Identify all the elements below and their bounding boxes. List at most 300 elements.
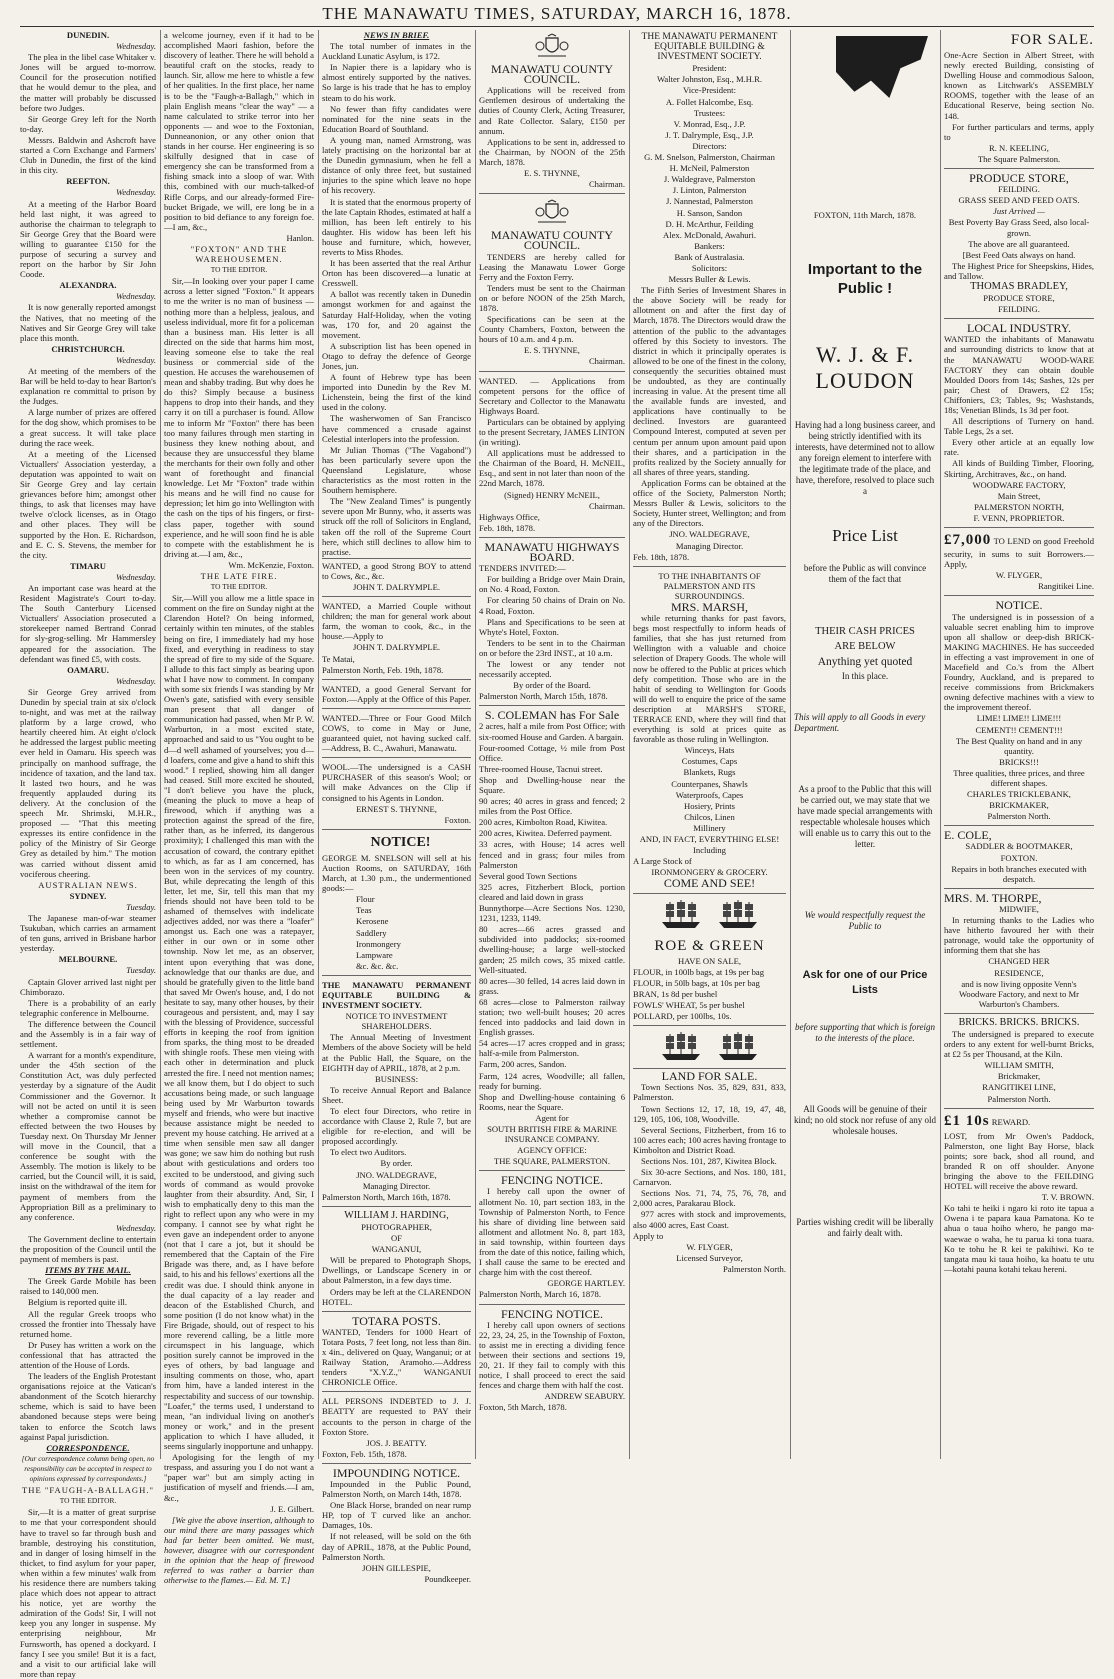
ad-date: Feb. 18th, 1878.	[633, 551, 690, 562]
ad-text: 977 acres with stock and improvements, also 4000 acres, East Coast.	[633, 1209, 786, 1230]
column-rule	[475, 30, 476, 1459]
column-5	[633, 30, 786, 1461]
news-paragraph: The plea in the libel case Whitaker v. Jones will be argued to-morrow. Council for the prosecution notified that he would demur to the plea, and the matter will probably be discussed before two Judges.	[20, 52, 156, 113]
ad-text: and is now living opposite Venn's Woodware Factory, and next to Mr Warburton's Chambers.	[959, 978, 1079, 1009]
list-item: Teas	[356, 905, 372, 916]
ad-date: Palmerston North, March 16th, 1878.	[322, 1191, 451, 1202]
column-7	[944, 30, 1094, 1461]
ad-date: FOXTON, 11th March, 1878.	[813, 210, 917, 220]
advertisement	[322, 1394, 471, 1464]
column-3	[322, 30, 471, 1584]
ad-label: Vice-President:	[683, 85, 736, 96]
ad-label: BUSINESS:	[375, 1073, 418, 1084]
letter-signature: J. E. Gilbert.	[270, 1503, 314, 1514]
ad-heading: MANAWATU HIGHWAYS BOARD.	[484, 539, 620, 565]
ad-signature: JOHN GILLESPIE,	[362, 1562, 431, 1573]
heading-dunedin: DUNEDIN.	[66, 30, 110, 40]
ad-title: Licensed Surveyor,	[676, 1252, 743, 1263]
list-item: Shop and Dwelling-house containing 6 Rooms, near the Square.	[479, 1091, 625, 1112]
ad-text: The undersigned is in possession of a valuable secret enabling him to improve upon all shallow or deep-dish BRICK-MAKING MACHINES. He has succeeded in effecting a vast improvement in one of Macefield and Co.'s from the Albert Foundry, Auckland, and is prepared to receive commissions from Brickmakers owning defective machines with a view to the improvement thereof.	[944, 611, 1094, 713]
list-item: Kerosene	[356, 916, 389, 927]
ad-title: F. VENN, PROPRIETOR.	[973, 512, 1065, 523]
news-paragraph: A warrant for a month's expenditure, under the 45th section of the Constitution Act, was duly perfected yesterday by a signature of the Audit Commissioner and the Governor. It will not be acted on until it is seen whether a compromise cannot be effected between the two Houses by Tuesday next. On Thursday Mr Jenner will move in the Council, that a conference be sought with the Assembly. The motion is likely to be carried, but the Council will, it is said, insist on the withdrawal of the item for payment of members from the Appropriation Bill as a preliminary to any conference.	[20, 1050, 156, 1222]
heading-oamaru: OAMARU.	[67, 664, 109, 675]
ad-text: All applications must be addressed to the Chairman of the Board, H. McNEIL, Esq., and sent in not later than noon of the 22nd March, 1878.	[479, 448, 625, 489]
ad-heading: LAND FOR SALE.	[661, 1069, 758, 1084]
ad-signature: JOHN T. DALRYMPLE.	[352, 642, 441, 653]
ad-text: A Large Stock of	[633, 856, 692, 867]
ad-signature: JNO. WALDEGRAVE,	[669, 529, 750, 540]
news-paragraph: A large number of prizes are offered for the dog show, which promises to be a great success. It will take place during the race week.	[20, 407, 156, 448]
dateline: Wednesday.	[115, 291, 156, 302]
news-paragraph: It has been asserted that the real Arthur Orton has been discovered—a lunatic at Cresswell.	[322, 258, 471, 289]
ad-text: The Best Quality on hand and in any quantity.	[955, 735, 1083, 756]
column-4	[479, 30, 625, 1461]
list-item: Four-roomed Cottage, ½ mile from Post Office.	[479, 742, 625, 763]
ad-text: I hereby call upon owners of sections 22, 23, 24, 25, in the Township of Foxton, to assist me in erecting a dividing fence between their sections and sections 19, 20, 21. If they fail to comply with this notice, I shall proceed to erect the said fences and charge them with half the cost.	[479, 1319, 625, 1391]
list-item: H. Sanson, Sandon	[676, 207, 743, 218]
ad-place: Palmerston North.	[987, 811, 1051, 822]
letter-title: THE "FAUGH-A-BALLAGH."	[22, 1485, 154, 1496]
news-paragraph: A subscription list has been opened in Otago to defray the defence of George Jones, jun.	[322, 340, 471, 371]
ad-text: A. Follet Halcombe, Esq.	[665, 96, 754, 107]
news-paragraph: At a meeting of the Harbor Board held last night, it was agreed to authorise the chairman to telegraph to Sir George Grey that the Board were willing to guarantee £150 for the purpose of securing a survey and report on the harbor by Sir John Coode.	[20, 198, 156, 280]
news-paragraph: Mr Julian Thomas ("The Vagabond") has been particularly severe upon the Queensland Legislature, whose characteristics as the most rotten in the Southern hemisphere.	[322, 444, 471, 496]
list-item: Counterpanes, Shawls	[671, 778, 748, 789]
ad-signature: W. FLYGER,	[686, 1241, 733, 1252]
advertisement	[479, 196, 625, 371]
dateline: Wednesday.	[115, 675, 156, 686]
advertisement	[479, 30, 625, 194]
letter-paragraph: Sir,—In looking over your paper I came across a letter signed "Foxton." It appears to me the writer is no man of business — nothing more than a helpless, jealous, and useless individual, more fit for a policeman than a business man. His letter is all directed on the side that harms him most, leaving someone else to take the real business or commercial side of the question. He accuses the warehousemen of mean and shabby trading. But why does he do this? Simply because a business happens to drop into their hands, and they carry it on till a purchaser is found. Allow me to inform Mr "Foxton" there has been too many failures through men starting in business they knew nothing about, and because they are unsuccessful they blame the merchants for their own folly and other want of forethought and financial knowledge. Let Mr "Foxton" trade within his means and he will find no cause for depression; let him go into Wellington with the cash on the tips of his fingers, or first-class paper, together with sound experience, and he will soon find he is able to compete with the establishment he is driving at.—I am, &c.,	[164, 276, 314, 559]
ad-text: CHANGED HER	[988, 956, 1050, 967]
ad-label: AGENCY OFFICE:	[517, 1145, 587, 1156]
ad-text: The Fifth Series of Investment Shares in the above Society will be ready for allotment on and after the first day of March, 1878. The Directors would draw the attention of the public to the advantages offered by this Society to investors. The district in which it principally operates is allowed to be one of the finest in the colony, consequently the securities obtained must be undoubted, as they are continually increasing in value. At the present time all the available funds are invested, and applications have continually to be declined. Investors are guaranteed Compound Interest, computed at seven per centum per annum upon amount paid upon their shares, and a participation in the profits realized by the Society annually for all shares of three years, standing.	[633, 285, 786, 477]
heading-melbourne: MELBOURNE.	[58, 954, 118, 965]
heading-correspondence: CORRESPONDENCE.	[46, 1442, 130, 1453]
ad-text: To receive Annual Report and Balance Sheet.	[322, 1084, 471, 1105]
advertisement	[322, 599, 471, 680]
ad-place: Highways Office,	[479, 511, 540, 522]
ad-subheading: MIDWIFE,	[999, 903, 1039, 914]
ship-illustration	[633, 1030, 786, 1064]
advertisement	[479, 708, 625, 1171]
ad-text: WOOL.—The undersigned is a CASH PURCHASER of this season's Wool; or will make Advances on the Clip if consigned to his Agents in London.	[322, 762, 471, 803]
letter-paragraph: Sir,—It is a matter of great surprise to me that your correspondent should have to travel so far through bush and bramble, destroying his constitution, and in danger of losing himself in the thicket, to find asylum for your paper, when within a few minutes' walk from his residence there are numbers taking place which does not appear to attract his notice, yet are worthy the admiration of the Gods! Sir, I will not keep you any longer in suspense. My enterprising neighbour, Mr Furnsworth, has opened a dockyard. I fancy I see you smile! But it is a fact, and a visit to our artificial lake will more than repay	[20, 1507, 156, 1679]
ad-label: Trustees:	[693, 107, 726, 118]
ad-text: Particulars can be obtained by applying to the present Secretary, JAMES LINTON (in writing).	[479, 416, 625, 448]
advertisement	[633, 936, 786, 1027]
ad-text: Application Forms can be obtained at the office of the Society, Palmerston North; Messrs Buller & Lewis, solicitors to the Society, Hunter street, Wellington; and from any of the Directors.	[633, 477, 786, 529]
ad-text: One-Acre Section in Albert Street, with newly erected Building, consisting of Dwelling House and commodious Saloon, known as Litchwark's ASSEMBLY ROOMS, together with the lease of an Educational Reserve, being section No. 148.	[944, 50, 1094, 121]
ad-text: IRONMONGERY & GROCERY.	[651, 867, 768, 878]
news-paragraph: Messrs. Baldwin and Ashcroft have started a Corn Exchange and Farmers' Club in Dunedin, the first of the kind in this city.	[20, 134, 156, 176]
news-paragraph: The total number of inmates in the Auckland Lunatic Asylum, is 172.	[322, 41, 471, 62]
ad-text: Town Sections 12, 17, 18, 19, 47, 48, 129, 105, 106, 108, Woodville.	[633, 1103, 786, 1124]
ad-text: COME AND SEE!	[663, 876, 756, 891]
ad-text: CEMENT!! CEMENT!!!	[975, 724, 1063, 735]
list-item: FLOUR, in 100lb bags, at 19s per bag	[633, 966, 765, 977]
column-6	[794, 30, 936, 1461]
list-item: J. Linton, Palmerston	[672, 185, 747, 196]
column-rule	[160, 30, 161, 1459]
news-paragraph: A fount of Hebrew type has been imported into Dunedin by the Rev M. Lichenstein, being the first of the kind used in the colony.	[322, 372, 471, 413]
list-item: Farm, 200 acres, Sandon.	[479, 1059, 567, 1070]
ad-text: Applications to be sent in, addressed to the Chairman, by NOON of the 25th March, 1878.	[479, 136, 625, 167]
column-rule	[940, 30, 941, 1459]
ship-illustration	[633, 898, 786, 932]
ad-text: The above are all guaranteed.	[968, 238, 1070, 249]
news-paragraph: In Napier there is a lapidary who is almost entirely supported by the natives. So large is his trade that he has to employ steam to do his work.	[322, 62, 471, 103]
goods-list	[322, 894, 471, 971]
ad-text: Anything yet quoted	[817, 656, 913, 669]
heading-items-by-the-mail: ITEMS BY THE MAIL.	[45, 1265, 131, 1276]
ad-date: Foxton, 5th March, 1878.	[479, 1402, 567, 1413]
ad-text: I hereby call upon the owner of allotment No. 10, part section 183, in the Township of Palmerston North, to Fence his share of dividing line between said allotment and allotment No. 8, part 183, in said township, within fourteen days from the date of this notice, failing which, I shall cause the same to be erected and charge him with the cost thereof.	[479, 1186, 625, 1278]
ad-place: FEILDING.	[998, 304, 1040, 315]
news-paragraph: It is stated that the enormous property of the late Captain Rhodes, estimated at half a million, has been left entirely to his daughter. His widow has been left his house and furniture, which, however, reverts to Miss Rhodes.	[322, 196, 471, 257]
list-item: V. Monrad, Esq., J.P.	[673, 118, 746, 129]
list-item: Bunnythorpe—Acre Sections Nos. 1230, 1231, 1233, 1149.	[479, 903, 625, 924]
ad-heading: E. COLE,	[944, 828, 992, 843]
ad-text: In returning thanks to the Ladies who have hitherto favoured her with their patronage, would take the opportunity of informing them that she has	[944, 915, 1094, 956]
ad-heading: WILLIAM J. HARDING,	[344, 1209, 449, 1221]
news-paragraph: The difference between the Council and the Assembly is in a fair way of settlement.	[20, 1018, 156, 1050]
ad-date: Palmerston North, March 16, 1878.	[479, 1289, 601, 1300]
advertisement	[944, 171, 1094, 319]
ad-title: Poundkeeper.	[424, 1573, 471, 1584]
ad-heading: FOR SALE.	[1010, 32, 1094, 48]
coat-of-arms-icon	[479, 34, 625, 62]
reward-amount: £1 10s	[944, 1112, 990, 1129]
ad-heading: MANAWATU COUNTY COUNCIL.	[490, 62, 614, 87]
ad-title: Managing Director.	[362, 1180, 431, 1191]
ad-text: LIME! LIME!! LIME!!!	[976, 713, 1062, 724]
list-item: FOWLS' WHEAT, 5s per bushel	[633, 999, 745, 1010]
dateline: Wednesday.	[115, 354, 156, 365]
news-paragraph: It is now generally reported amongst the Natives, that no meeting of the Natives and Sir George Grey will take place this month.	[20, 302, 156, 343]
ad-place: WANGANUI,	[371, 1244, 422, 1255]
advertisement	[322, 682, 471, 709]
ad-title: Chairman.	[588, 500, 625, 511]
ad-text: Sections Nos. 101, 287, Kiwitea Block.	[641, 1156, 777, 1166]
ad-text: For further particulars and terms, apply to	[944, 121, 1094, 142]
advertisement	[322, 558, 471, 597]
news-paragraph: All the regular Greek troops who crossed the frontier into Thessaly have returned home.	[20, 1308, 156, 1339]
ad-text: GEORGE M. SNELSON will sell at his Auction Rooms, on SATURDAY, 16th March, at 1.30 p.m., the undermentioned goods:—	[322, 852, 471, 894]
ad-subheading: TENDERS INVITED:—	[479, 563, 566, 574]
list-item: Three-roomed House, Tacnui street.	[479, 763, 603, 774]
advertisement	[944, 1111, 1094, 1278]
ad-place: Palmerston North.	[722, 1263, 786, 1274]
ad-text-maori: Ko tahi te heiki i ngaro ki roto ite tapua a Owena i te papara kaua Pamatona. Ko te ahua o taua hoiho whero, he pango ma-waewae o waha, he tu parua ki tona tuara. Ko te tohu he R kei te pakihiwi. Ko te tangata mau ki taua hoiho, ka hoatu te utu—kotahi pauna kotahi tekau hereni.	[944, 1203, 1094, 1274]
list-item: Farm, 124 acres, Woodville; all fallen, ready for burning.	[479, 1070, 625, 1091]
ad-text: while returning thanks for past favors, begs most respectfully to inform heads of families, that she has just returned from Wellington with a valuable and choice selection of Drapery Goods. The whole will now be offered to the Public at prices which defy competition. Those who are in the habit of sending to Wellington for Goods will do well to enquire the price of the same description at MARSH'S STORE, TERRACE END, where they will find that everything is sold at prices quite as favorable as those ruling in Wellington.	[633, 613, 786, 745]
news-paragraph: At a meeting of the Licensed Victuallers' Association yesterday, a deputation was appointed to wait on Sir George Grey and lay certain grievances before him; amongst other things, to ask that licenses may have twelve o'clock licenses, as in Otago and other places. They will be supported by the Hon. E. Richardson, and E. C. S. Stevens, the member for the city.	[20, 448, 156, 560]
ad-place: PALMERSTON NORTH,	[974, 501, 1064, 512]
ad-place: THE SQUARE, PALMERSTON.	[493, 1156, 611, 1167]
goods-list	[633, 745, 786, 833]
trustees-list	[633, 119, 786, 140]
list-item: Waterproofs, Capes	[675, 789, 744, 800]
ad-text: WANTED.—Three or Four Good Milch COWS, to come in May or June, guaranteed quiet, not having sucked calf.—Address, B. C., Awahuri, Manawatu.	[322, 712, 471, 754]
advertisement	[322, 978, 471, 1207]
list-item: 68 acres—close to Palmerston railway station; two well-built houses; 20 acres fenced into paddocks and laid down in English grasses.	[479, 996, 625, 1038]
ad-signature: E. S. THYNNE,	[524, 168, 580, 179]
column-2	[164, 30, 314, 1586]
ad-text: Just Arrived —	[993, 206, 1045, 217]
list-item: Hosiery, Prints	[683, 800, 735, 811]
list-item: Lampware	[356, 949, 393, 960]
ad-text: In this place.	[841, 671, 889, 682]
list-item: 33 acres, with House; 14 acres well fenced and in grass; four miles from Palmerston	[479, 839, 625, 870]
ad-text: Having had a long business career, and being strictly identified with its interests, have determined not to allow any foreign element to interfere with the legitimate trade of the place, and have, therefore, resolved to place such a	[794, 420, 936, 497]
letter-paragraph: Apologising for the length of my trespass, and assuring you I do not want a "paper war" but am simply acting in justification of myself and friends.—I am, &c.,	[164, 1452, 314, 1503]
ad-signature: JNO. WALDEGRAVE,	[356, 1169, 437, 1180]
list-item: &c. &c. &c.	[356, 960, 399, 971]
ad-text: For clearing 50 chains of Drain on No. 4 Road, Foxton.	[479, 595, 625, 616]
advertisement	[633, 30, 786, 567]
directors-list	[633, 152, 786, 240]
news-paragraph: A young man, named Armstrong, was lately practising on the horizontal bar at the Dunedin gymnasium, when he fell a distance of only three feet, but sustained injuries to the spine which leave no hope of his recovery.	[322, 134, 471, 196]
advertisement	[944, 598, 1094, 826]
ad-text: To elect four Directors, who retire in accordance with Clause 2, Rule 7, but are eligible for re-election, and will be proposed accordingly.	[322, 1106, 471, 1147]
list-item: 80 acres—30 felled, 14 acres laid down in grass.	[479, 975, 625, 996]
news-paragraph: No fewer than fifty candidates were nominated for the nine seats in the Education Board of Southland.	[322, 103, 471, 134]
advertisement	[322, 711, 471, 758]
ad-subheading: HAVE ON SALE,	[677, 955, 742, 966]
advertisement	[322, 1466, 471, 1588]
list-item: Chilcos, Linen	[684, 811, 735, 822]
list-item: Alex. McDonald, Awahuri.	[662, 229, 756, 240]
editorial-note: [We give the above insertion, although to our mind there are many passages which had far better been omitted. We must, however, disagree with our correspondent in the opinion that the heap of firewood referred to was rather a barrier than otherwise to the flames.— Ed. M. T.]	[164, 1514, 314, 1586]
ad-text: Six 30-acre Sections, and Nos. 180, 181, Carnarvon.	[633, 1167, 786, 1188]
letter-signature: Wm. McKenzie, Foxton.	[228, 559, 314, 570]
ad-title: Managing Director.	[675, 540, 744, 551]
ad-text: This will apply to all Goods in every Department.	[794, 712, 926, 734]
list-item: J. T. Dalrymple, Esq., J.P.	[665, 129, 754, 140]
news-paragraph: An important case was heard at the Resident Magistrate's Court to-day. The South Canterbury Licensed Victuallers' Association prosecuted a storekeeper named Bertrand Conrad for sly-grog-selling. Mr Hammersley appeared for the association. The defendant was fined £5, with costs.	[20, 582, 156, 664]
ad-text: For building a Bridge over Main Drain, on No. 4 Road, Foxton.	[479, 574, 625, 595]
ad-heading: MANAWATU COUNTY COUNCIL.	[490, 228, 614, 253]
ad-text: Specifications can be seen at the County Chambers, Foxton, between the hours of 10 a.m. and 4 p.m.	[479, 314, 625, 345]
ad-text: Parties wishing credit will be liberally and fairly dealt with.	[796, 1217, 934, 1239]
dateline: Wednesday.	[115, 41, 156, 52]
masthead: THE MANAWATU TIMES, SATURDAY, MARCH 16, 1878.	[322, 4, 792, 23]
news-paragraph: The "New Zealand Times" is pungently severe upon Mr Bunny, who, it asserts was struck off the roll of Solicitors in England, taken off the roll of the Supreme Court here, which still declines to allow him to practise.	[322, 496, 471, 557]
ad-heading: NOTICE.	[995, 598, 1043, 613]
ad-text: All Goods will be genuine of their kind; no old stock nor refuse of any old wholesale houses.	[794, 1104, 936, 1137]
ad-signature: THOMAS BRADLEY,	[970, 280, 1068, 292]
ad-text: The Highest Price for Sheepskins, Hides, and Tallow.	[944, 260, 1094, 281]
news-paragraph: Dr Pusey has written a work on the confessional that has attracted the attention of the House of Lords.	[20, 1339, 156, 1370]
ad-heading: PRODUCE STORE,	[969, 171, 1069, 186]
ad-title: Chairman.	[588, 356, 625, 367]
ad-text: Will be prepared to Photograph Shops, Dwellings, or Landscape Scenery in or about Palmerston, in a few days time.	[322, 1255, 471, 1286]
advertisement	[479, 374, 625, 538]
heading-sydney: SYDNEY.	[69, 890, 107, 901]
ad-text: Including	[693, 845, 726, 856]
advertisement	[944, 321, 1094, 528]
ad-heading: TO THE INHABITANTS OF PALMERSTON AND ITS SURROUNDINGS.	[658, 570, 761, 601]
news-paragraph: The Greek Garde Mobile has been raised to 140,000 men.	[20, 1276, 156, 1297]
news-paragraph: The Japanese man-of-war steamer Tsukuban, which carries an armament of ten guns, arrived in Brisbane harbor yesterday.	[20, 912, 156, 954]
ad-text: Tenders must be sent to the Chairman on or before NOON of the 25th March, 1878.	[479, 282, 625, 313]
ad-signature: GEORGE HARTLEY.	[547, 1278, 625, 1289]
ad-heading: FENCING NOTICE.	[501, 1306, 603, 1321]
ad-text: TO LEND on good Freehold security, in sums to suit Borrowers.—Apply,	[944, 536, 1094, 570]
list-item: 200 acres, Kiwitea. Deferred payment.	[479, 828, 612, 839]
advertisement	[479, 1307, 625, 1417]
ad-text: BRICKS!!!	[999, 756, 1039, 767]
ad-text: Impounded in the Public Pound, Palmerston North, on March 14th, 1878.	[322, 1479, 471, 1500]
letter-paragraph: Sir,—Will you allow me a little space in comment on the fire on Sunday night at the Clarendon Hotel? On being informed, certainly within ten minutes, of the stables being on fire, I immediately had my hose fixed, and everything in readiness to stay the spread of fire to my side of the Square. I allude to this fact simply as bearing upon what I have now to comment. In company with some six friends I was standing by Mr Owen's gate, satisfied with every sensible man present that all danger of communication had passed, when Mr P. W. Warburton, in a most excited state, approached and said to us "You ought to be d—d well ashamed of yourselves; you d—d loafers, come and give a hand to shift this wood." I replied, showing him all danger had ceased. Still more excited he shouted, "I don't believe you have the pluck, (meaning the pluck to move a heap of firewood, which if anything was a protection against the spread of the fire, rather than, as he inferred, its dangerous proximity); I challenged this man with the accusation of coward, the contrary epithet to which, as far as I am concerned, has been won in the services of my country. But, while deprecating the length of this letter, let me, Sir, tell this man that my friends should not have been told to be ashamed of themselves with indelicate adjectives added, nor was there a "loafer" amongst us. Each one was a ratepayer, either in our own or in some other township. Now let me, as an observer, intent upon everything that was done, acknowledge that our thanks are due, and should be gratefully given to the little band that saved Mr Owen's house, and, I do not hesitate to say, many other houses, by their courageous and persistent, and, may I say with the blessing of Providence, successful efforts in keeping the roof from ignition from sparks, the thing most to be dreaded with shingle roofs. These men vieing with each other in determination and pluck arrested the fire. I need not mention names; we all know them, but I do object to such accusations being made, or such language being used by Mr Warburton towards myself and friends, who were but inactive because assistance might be needed to prevent my house catching. He arrived at a time when sensible men saw all danger was gone; we saw him do nothing but rush about with gesticulations and orders too excited to be understood, and giving such words of command as would provoke laughter from their absurdity. And, Sir, I wish to emphatically deny to this man the right to reflect upon any who were in my company. I cannot see by what right he even gave an independent order to anyone (not that I care a jot, but it should be remembered that the Captain of the Fire Brigade was there, and, as I have before said, to his and his fellows' exertions all the credit was due. I should think anyone in the dual capacity of a lay reader and deacon of the Established Church, and some position (I do not know what) in the Fire Brigade, should, out of respect to his more reverend calling, be a little more circumspect in his language, which position surely cannot be improved in the eyes of others, by bad language and insulting comments on those, who, apart from him, have a landed interest in the respectability and success of our township. "Loafer," the terms used, I understand to mean, "an individual living on another's money or work," and in the present application to which I have alluded, it seems singularly inopportune and unhappy.	[164, 593, 314, 1452]
ad-text: RANGITIKEI LINE,	[982, 1082, 1056, 1093]
ad-text: The Annual Meeting of Investment Members of the above Society will be held at the Public Hall, the Square, on the EIGHTH day of APRIL, 1878, at 2 p.m.	[322, 1032, 471, 1073]
ad-heading: S. COLEMAN has For Sale	[484, 708, 620, 723]
ad-heading: FENCING NOTICE.	[501, 1173, 603, 1188]
ad-text: One Black Horse, branded on near rump HP, top of T curved like an anchor. Damages, 10s.	[322, 1500, 471, 1531]
loan-amount: £7,000	[944, 532, 992, 549]
ad-heading: REWARD.	[991, 1116, 1031, 1127]
ad-signature: E. S. THYNNE,	[524, 345, 580, 356]
news-paragraph: A ballot was recently taken in Dunedin amongst workmen for and against the Saturday Half-Holiday, when the voting was, 170 for, and 20 against the movement.	[322, 289, 471, 340]
ad-heading: TOTARA POSTS.	[352, 1313, 441, 1328]
letter-title: "FOXTON" AND THE WAREHOUSEMEN.	[190, 243, 288, 265]
ad-text: All kinds of Building Timber, Flooring, Skirting, Architraves, &c., on hand.	[944, 458, 1094, 479]
ad-text: Agent for	[535, 1112, 569, 1123]
ad-text: Three qualities, three prices, and three different shapes.	[953, 767, 1085, 788]
list-item: Ironmongery	[356, 938, 401, 949]
ad-heading: NOTICE!	[370, 834, 431, 850]
advertisement	[633, 1068, 786, 1278]
ad-subheading: PRODUCE STORE,	[983, 293, 1055, 304]
ad-place: Palmerston North.	[987, 1093, 1051, 1104]
ad-date: Feb. 18th, 1878.	[479, 522, 536, 533]
ad-label: Solicitors:	[691, 262, 728, 273]
dateline: Wednesday.	[115, 1222, 156, 1233]
ad-heading: THE MANAWATU PERMANENT EQUITABLE BUILDING & INVESTMENT SOCIETY.	[322, 979, 471, 1011]
heading-alexandra: ALEXANDRA.	[59, 280, 117, 291]
news-paragraph: The washerwomen of San Francisco have commenced a crusade against Celestial interlopers into the profession.	[322, 413, 471, 444]
ad-heading: Price List	[832, 526, 898, 546]
news-paragraph: Sir George Grey left for the North to-day.	[20, 113, 156, 134]
list-item: 200 acres, Kimbolton Road, Kiwitea.	[479, 817, 608, 828]
news-paragraph: The Government decline to entertain the proposition of the Council until the payment of members is past.	[20, 1233, 156, 1265]
list-item: 2 acres, half a mile from Post Office; with six-roomed House and Garden. A bargain.	[479, 721, 625, 742]
dateline: Wednesday.	[115, 571, 156, 582]
heading-news-in-brief: NEWS IN BRIEF.	[363, 30, 430, 40]
heading-christchurch: CHRISTCHURCH.	[51, 343, 125, 354]
ad-text: LOST, from Mr Owen's Paddock, Palmerston, one light Bay Horse, black points; sore back, shod all round, and branded R on off shoulder. Anyone bringing the above to the FEILDING HOTEL will receive the above reward.	[944, 1130, 1094, 1192]
ad-heading: BRICKS. BRICKS. BRICKS.	[958, 1016, 1080, 1028]
ad-text: WANTED, a Married Couple without children; the man for general work about farm, the woman to cook, &c., in the house.—Apply to	[322, 601, 471, 642]
letter-salutation: TO THE EDITOR.	[59, 1496, 117, 1506]
ad-heading: IMPOUNDING NOTICE.	[332, 1465, 461, 1480]
news-paragraph: Belgium is reported quite ill.	[28, 1297, 128, 1308]
ad-signature: CHARLES TRICKLEBANK,	[967, 789, 1071, 800]
ad-text: If not released, will be sold on the 6th day of APRIL, 1878, at the Public Pound, Palmerston North.	[322, 1531, 471, 1562]
ad-signature: ANDREW SEABURY.	[544, 1391, 625, 1402]
ad-text: Repairs in both branches executed with despatch.	[951, 863, 1087, 884]
ad-text: ARE BELOW	[834, 641, 896, 653]
ad-signature: (Signed) HENRY McNEIL,	[504, 489, 600, 500]
ad-text: WANTED, Tenders for 1000 Heart of Totara Posts, 7 feet long, not less than 8in. x 4in., delivered on Quay, Wanganui; or at Railway Station, Aramoho.—Address tenders "X.Y.Z.," WANGANUI CHRONICLE Office.	[322, 1326, 471, 1388]
ad-label: President:	[692, 63, 727, 74]
column-rule	[790, 30, 791, 1459]
list-item: Several good Town Sections	[479, 870, 577, 881]
ad-text: Several Sections, Fitzherbert, from 16 to 100 acres each; 100 acres having frontage to Kimbolton and District Road.	[633, 1124, 786, 1155]
ad-label: Bankers:	[694, 240, 725, 251]
ad-signature: WOODWARE FACTORY,	[972, 479, 1066, 490]
list-item: Millinery	[693, 822, 726, 833]
ad-signature: T. V. BROWN.	[1041, 1192, 1094, 1203]
ad-text: Apply to	[633, 1230, 664, 1241]
ad-text: All descriptions of Turnery on hand. Table Legs, 2s a set.	[944, 416, 1094, 437]
news-paragraph: The leaders of the English Protestant organisations rejoice at the Vatican's abandonment of the Scotch hierarchy scheme, which is said to have been abandoned because steps were being taken to enforce the Scotch laws against Papal jurisdiction.	[20, 1371, 156, 1442]
ad-subheading: SADDLER & BOOTMAKER,	[965, 841, 1073, 852]
firm-name: W. J. & F. LOUDON	[815, 342, 915, 394]
coat-of-arms-icon	[479, 200, 625, 228]
ad-text: WANTED, a good Strong BOY to attend to Cows, &c., &c.	[322, 560, 471, 581]
ad-text: WANTED. — Applications from competent persons for the office of Secretary and Collector to the Manawatu Highways Board.	[479, 375, 625, 416]
ad-place: The Square Palmerston.	[977, 153, 1061, 164]
dateline: Wednesday.	[115, 187, 156, 198]
advertisement	[322, 1314, 471, 1393]
ad-text: ALL PERSONS INDEBTED to J. J. BEATTY are requested to PAY their accounts to the person in charge of the Foxton Store.	[322, 1396, 471, 1437]
ad-title: Chairman.	[588, 179, 625, 190]
ad-text: Walter Johnston, Esq., M.H.R.	[656, 74, 763, 85]
list-item: Saddlery	[356, 927, 387, 938]
ad-subheading: GRASS SEED AND FEED OATS.	[958, 195, 1080, 206]
ad-heading: MRS. M. THORPE,	[944, 890, 1042, 905]
news-paragraph: Sir George Grey arrived from Dunedin by special train at six o'clock to-night, and was met at the railway platform by a large crowd, who heartily cheered him. At eight o'clock he addressed the largest public meeting ever held in Oamaru. His speech was principally on manhood suffrage, the incidence of taxation, and the land tax. It lasted two hours, and he was frequently applauded during its delivery. At the conclusion of the speech Mr. Shrimski, M.H.R., proposed — "That this meeting expresses its entire confidence in the policy of the Ministry of Sir George Grey as detailed by him." The motion was carried without dissent amid vociferous cheering.	[20, 686, 156, 879]
list-item: J. Nannestad, Palmerston	[666, 196, 753, 207]
advertisement	[944, 891, 1094, 1014]
ad-text: WANTED, a good General Servant for Foxton.—Apply at the Office of this Paper.	[322, 683, 471, 704]
ad-text: SOUTH BRITISH FIRE & MARINE INSURANCE COMPANY.	[487, 1124, 617, 1145]
advertisement	[322, 760, 471, 830]
ad-text: Main Street,	[997, 490, 1041, 501]
ad-signature: ERNEST S. THYNNE,	[356, 803, 437, 814]
ad-subheading: PHOTOGRAPHER,	[361, 1221, 432, 1232]
advertisement	[633, 569, 786, 894]
ad-place: Te Matai,	[322, 653, 355, 664]
heading-australian-news: AUSTRALIAN NEWS.	[38, 879, 138, 890]
property-list	[479, 721, 625, 1111]
list-item: D. H. McArthur, Feilding	[665, 218, 754, 229]
editorial-note: [Our correspondence column being open, no responsibility can be accepted in respect to opinions expressed by correspondents.]	[21, 1453, 155, 1484]
ad-text: Orders may be left at the CLARENDON HOTEL.	[322, 1286, 471, 1307]
letter-signature: Hanlon.	[286, 232, 314, 243]
ad-text: As a proof to the Public that this will be carried out, we may state that we have made special arrangements with respectable wholesale houses which will enable us to carry this out to the letter.	[797, 784, 933, 850]
news-paragraph: Captain Glover arrived last night per Chimborazo.	[20, 976, 156, 997]
ad-place: Rangitikei Line.	[1038, 581, 1094, 592]
ad-text: By order.	[380, 1158, 413, 1169]
advertisement	[944, 530, 1094, 596]
ad-text: We would respectfully request the Public to	[804, 910, 926, 932]
ad-text: WANTED the inhabitants of Manawatu and surrounding districts to know that at the MANAWATU WOOD-WARE FACTORY they can obtain double Moulded Doors from 14s; Sashes, 12s per pair; Chest of Drawers, £2 15s; Chiffoniers, £3; Tables, 9s; Washstands, 18s; Venetian Blinds, 1s 3d per foot.	[944, 334, 1094, 415]
ad-title: BRICKMAKER,	[989, 800, 1049, 811]
advertisement	[322, 832, 471, 976]
ad-text: Tenders to be sent in to the Chairman on or before the 23rd INST., at 10 a.m.	[479, 637, 625, 658]
list-item: FLOUR, in 50lb bags, at 10s per bag	[633, 977, 760, 988]
ad-heading: THE MANAWATU PERMANENT EQUITABLE BUILDING & INVESTMENT SOCIETY.	[641, 32, 778, 63]
advertisement	[944, 828, 1094, 888]
letter-salutation: TO THE EDITOR.	[210, 582, 268, 592]
ad-place: Foxton.	[444, 814, 471, 825]
ad-place: FEILDING.	[998, 184, 1040, 195]
